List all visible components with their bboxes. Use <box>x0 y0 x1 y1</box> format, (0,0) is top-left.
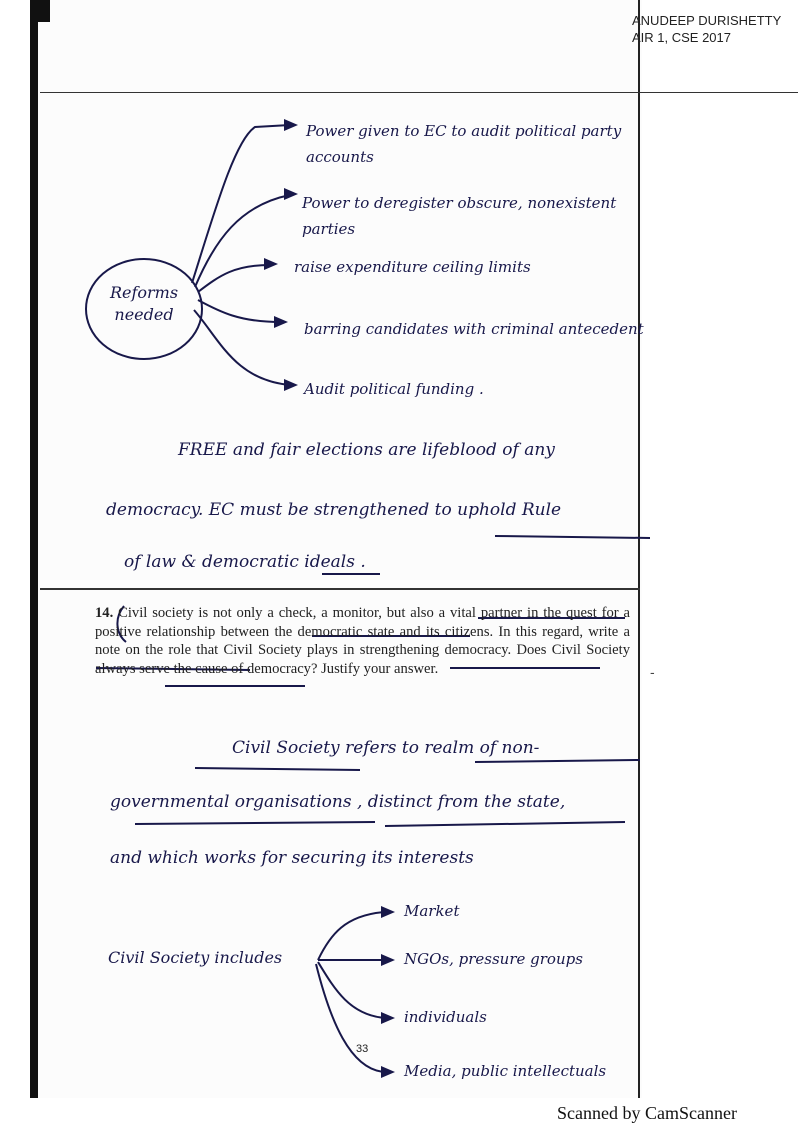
civil-society-hub: Civil Society includes <box>108 948 283 967</box>
page-number: 33 <box>356 1043 369 1055</box>
reform-branch-4: barring candidates with criminal antecedent <box>304 320 644 338</box>
arrow2-4 <box>381 1066 395 1078</box>
underline-civil-society <box>195 768 360 770</box>
conclusion-line-1: FREE and fair elections are lifeblood of any <box>178 440 555 460</box>
question-number: 14. <box>95 605 114 621</box>
author-name: ANUDEEP DURISHETTY <box>632 13 782 28</box>
civil-branch-1: Market <box>404 902 460 920</box>
arrow-5 <box>284 379 298 391</box>
arrow-1 <box>284 119 298 131</box>
answer-line-2: governmental organisations , distinct from the state, <box>110 792 566 812</box>
branch2-1-line <box>318 912 385 960</box>
scanner-footer: Scanned by CamScanner <box>557 1103 737 1123</box>
margin-dash: - <box>650 664 655 680</box>
arrow2-2 <box>381 954 395 966</box>
reform-branch-1: Power given to EC to audit political party accounts <box>306 122 622 166</box>
arrow-4 <box>274 316 288 328</box>
underline-uphold <box>495 536 650 538</box>
reforms-hub-label: Reforms needed <box>109 283 179 324</box>
civil-branch-3: individuals <box>404 1008 487 1026</box>
branch-4-line <box>198 300 280 322</box>
question-text: Civil society is not only a check, a monitor, but also a vital partner in the quest for a positive relationship between the democratic state and its citizens. In this regard, write a note on the role that Civil Society plays in strengthening democracy. Does Civil Society always serve the cause of democracy? Justify your answer. <box>95 605 630 677</box>
reform-branch-2: Power to deregister obscure, nonexistent parties <box>302 194 617 238</box>
underline-distinct <box>385 822 625 826</box>
civil-branch-2: NGOs, pressure groups <box>404 950 583 968</box>
arrow2-3 <box>381 1012 395 1024</box>
question-block <box>95 604 630 678</box>
answer-line-3: and which works for securing its interests <box>110 848 474 868</box>
reform-branch-3: raise expenditure ceiling limits <box>294 258 531 276</box>
arrow-3 <box>264 258 278 270</box>
branch2-3-line <box>318 962 385 1018</box>
conclusion-line-3: of law & democratic ideals . <box>124 552 366 572</box>
branch-3-line <box>198 265 270 292</box>
civil-branch-4: Media, public intellectuals <box>404 1062 607 1080</box>
branch-1-line <box>192 125 290 283</box>
arrow2-1 <box>381 906 395 918</box>
author-rank: AIR 1, CSE 2017 <box>632 30 731 45</box>
answer-line-1: Civil Society refers to realm of non- <box>232 738 540 758</box>
conclusion-line-2: democracy. EC must be strengthened to uphold Rule <box>106 500 562 520</box>
branch-2-line <box>195 195 290 287</box>
underline-governmental <box>135 822 375 824</box>
underline-realm <box>475 760 640 762</box>
reform-branch-5: Audit political funding . <box>304 380 484 398</box>
branch2-4-line <box>316 964 385 1072</box>
arrow-2 <box>284 188 298 200</box>
